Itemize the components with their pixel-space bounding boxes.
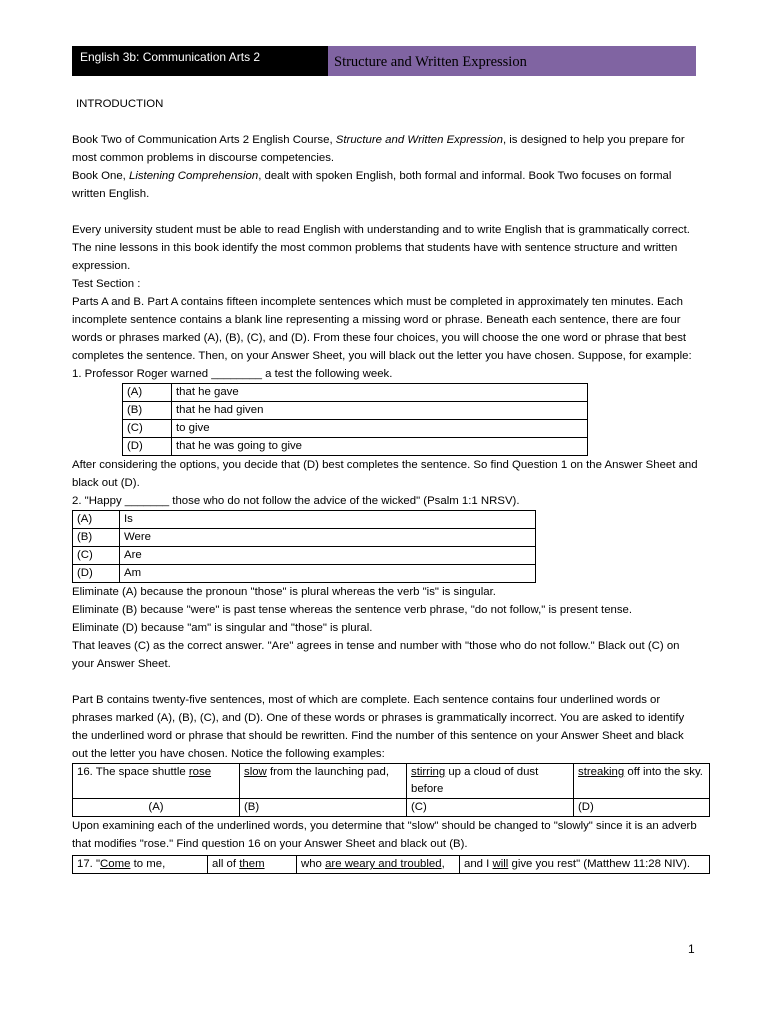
- q16-cell-d: [574, 764, 710, 799]
- paragraph-part-b: Part B contains twenty-five sentences, most of which are complete. Each sentence contains four underlined words or phrases marked (A), (B), (C), and (D). One of these words or phrases is grammatically incorrect. You are asked to identify the underlined word or phrase that should be rewritten. Find the number of this sentence on your Answer Sheet and black out the letter you have chosen. Notice the following examples:: [72, 694, 685, 760]
- underlined-word: them: [239, 858, 265, 870]
- underlined-word: Come: [100, 858, 131, 870]
- q16-cell-a: [73, 764, 240, 799]
- q17-cell-d: [460, 856, 710, 874]
- test-section-label: Test Section :: [72, 278, 141, 290]
- eliminate-a: Eliminate (A) because the pronoun "those" is plural whereas the verb "is" is singular.: [72, 586, 496, 598]
- text: from the launching pad,: [266, 766, 390, 778]
- underlined-word: rose: [188, 766, 212, 778]
- paragraph-parts: Parts A and B. Part A contains fifteen incomplete sentences which must be completed in approximately ten minutes. Each incomplete sentence contains a blank line representing a missing word or phrase. Beneath each sentence, there are four words or phrases marked (A), (B), (C), and (D). From these four choices, you will choose the one word or phrase that best completes the sentence. Then, on your Answer Sheet, you will black out the letter you have chosen. Suppose, for example:: [72, 296, 692, 362]
- document-body: [72, 95, 703, 874]
- text: off into the sky.: [624, 766, 703, 778]
- table-row: [73, 565, 536, 583]
- table-row: [123, 384, 588, 402]
- label-d: (D): [574, 799, 710, 817]
- text: , dealt with spoken English, both formal and informal. Book Two focuses on formal written English.: [72, 170, 672, 200]
- text: who: [301, 858, 326, 870]
- table-row: [73, 529, 536, 547]
- q16-cell-c: [407, 764, 574, 799]
- label-b: (B): [240, 799, 407, 817]
- underlined-word: are weary and troubled: [325, 858, 442, 870]
- option-text: that he gave: [172, 384, 588, 402]
- paragraph-book-one: [72, 167, 700, 203]
- text: Book Two of Communication Arts 2 English Course,: [72, 134, 336, 146]
- underlined-word: streaking: [578, 766, 625, 778]
- label-c: (C): [407, 799, 574, 817]
- book-title-italic: Listening Comprehension: [129, 170, 259, 182]
- eliminate-d: Eliminate (D) because "am" is singular and "those" is plural.: [72, 622, 373, 634]
- option-letter: (B): [73, 529, 120, 547]
- option-text: Am: [120, 565, 536, 583]
- option-text: that he was going to give: [172, 438, 588, 456]
- option-letter: (A): [123, 384, 172, 402]
- text: to me,: [130, 858, 166, 870]
- question-2-stem: 2. "Happy _______ those who do not follow the advice of the wicked" (Psalm 1:1 NRSV).: [72, 495, 520, 507]
- option-letter: (A): [73, 511, 120, 529]
- underlined-word: slow: [244, 766, 267, 778]
- text: 17. ": [77, 858, 101, 870]
- question-17-table: [72, 855, 710, 874]
- q16-cell-b: [240, 764, 407, 799]
- q17-cell-b: [208, 856, 297, 874]
- text: all of: [212, 858, 240, 870]
- after-question-16: Upon examining each of the underlined words, you determine that "slow" should be changed to "slowly" since it is an adverb that modifies "rose." Find question 16 on your Answer Sheet and black out (B).: [72, 820, 697, 850]
- table-row: [123, 402, 588, 420]
- option-text: to give: [172, 420, 588, 438]
- option-letter: (B): [123, 402, 172, 420]
- paragraph-book-two: [72, 131, 700, 167]
- q17-cell-c: [297, 856, 460, 874]
- text: ,: [441, 858, 445, 870]
- book-title-italic: Structure and Written Expression: [335, 134, 503, 146]
- option-letter: (C): [123, 420, 172, 438]
- option-text: Are: [120, 547, 536, 565]
- label-a: (A): [73, 799, 240, 817]
- table-row: [73, 799, 710, 817]
- text: up a cloud of dust before: [411, 766, 539, 795]
- question-16-table: [72, 763, 710, 817]
- option-text: Were: [120, 529, 536, 547]
- eliminate-b: Eliminate (B) because "were" is past tense whereas the sentence verb phrase, "do not follow," is present tense.: [72, 604, 633, 616]
- underlined-word: will: [492, 858, 509, 870]
- course-header: English 3b: Communication Arts 2: [72, 46, 328, 76]
- underlined-word: stirring: [411, 766, 446, 778]
- text: 16. The space shuttle: [77, 766, 189, 778]
- after-question-1: After considering the options, you decide that (D) best completes the sentence. So find Question 1 on the Answer Sheet and black out (D).: [72, 459, 698, 489]
- option-letter: (C): [73, 547, 120, 565]
- table-row: [73, 764, 710, 799]
- table-row: [73, 547, 536, 565]
- question-1-stem: 1. Professor Roger warned ________ a test the following week.: [72, 368, 393, 380]
- question-1-options: [122, 383, 588, 456]
- option-letter: (D): [73, 565, 120, 583]
- text: , is designed to help you prepare for most common problems in discourse competencies.: [72, 134, 685, 164]
- q17-cell-a: [73, 856, 208, 874]
- text: and I: [464, 858, 493, 870]
- table-row: [73, 511, 536, 529]
- text: Book One,: [72, 170, 129, 182]
- table-row: [73, 856, 710, 874]
- page-number: 1: [688, 942, 695, 956]
- question-2-options: [72, 510, 536, 583]
- paragraph-university: Every university student must be able to read English with understanding and to write English that is grammatically correct. The nine lessons in this book identify the most common problems that students have with sentence structure and written expression.: [72, 224, 690, 272]
- text: give you rest" (Matthew 11:28 NIV).: [508, 858, 691, 870]
- correct-answer-note: That leaves (C) as the correct answer. "Are" agrees in tense and number with "those who do not follow." Black out (C) on your Answer Sheet.: [72, 640, 680, 670]
- table-row: [123, 420, 588, 438]
- option-text: that he had given: [172, 402, 588, 420]
- option-text: Is: [120, 511, 536, 529]
- book-title-header: Structure and Written Expression: [328, 46, 696, 76]
- table-row: [123, 438, 588, 456]
- introduction-heading: INTRODUCTION: [76, 98, 164, 110]
- option-letter: (D): [123, 438, 172, 456]
